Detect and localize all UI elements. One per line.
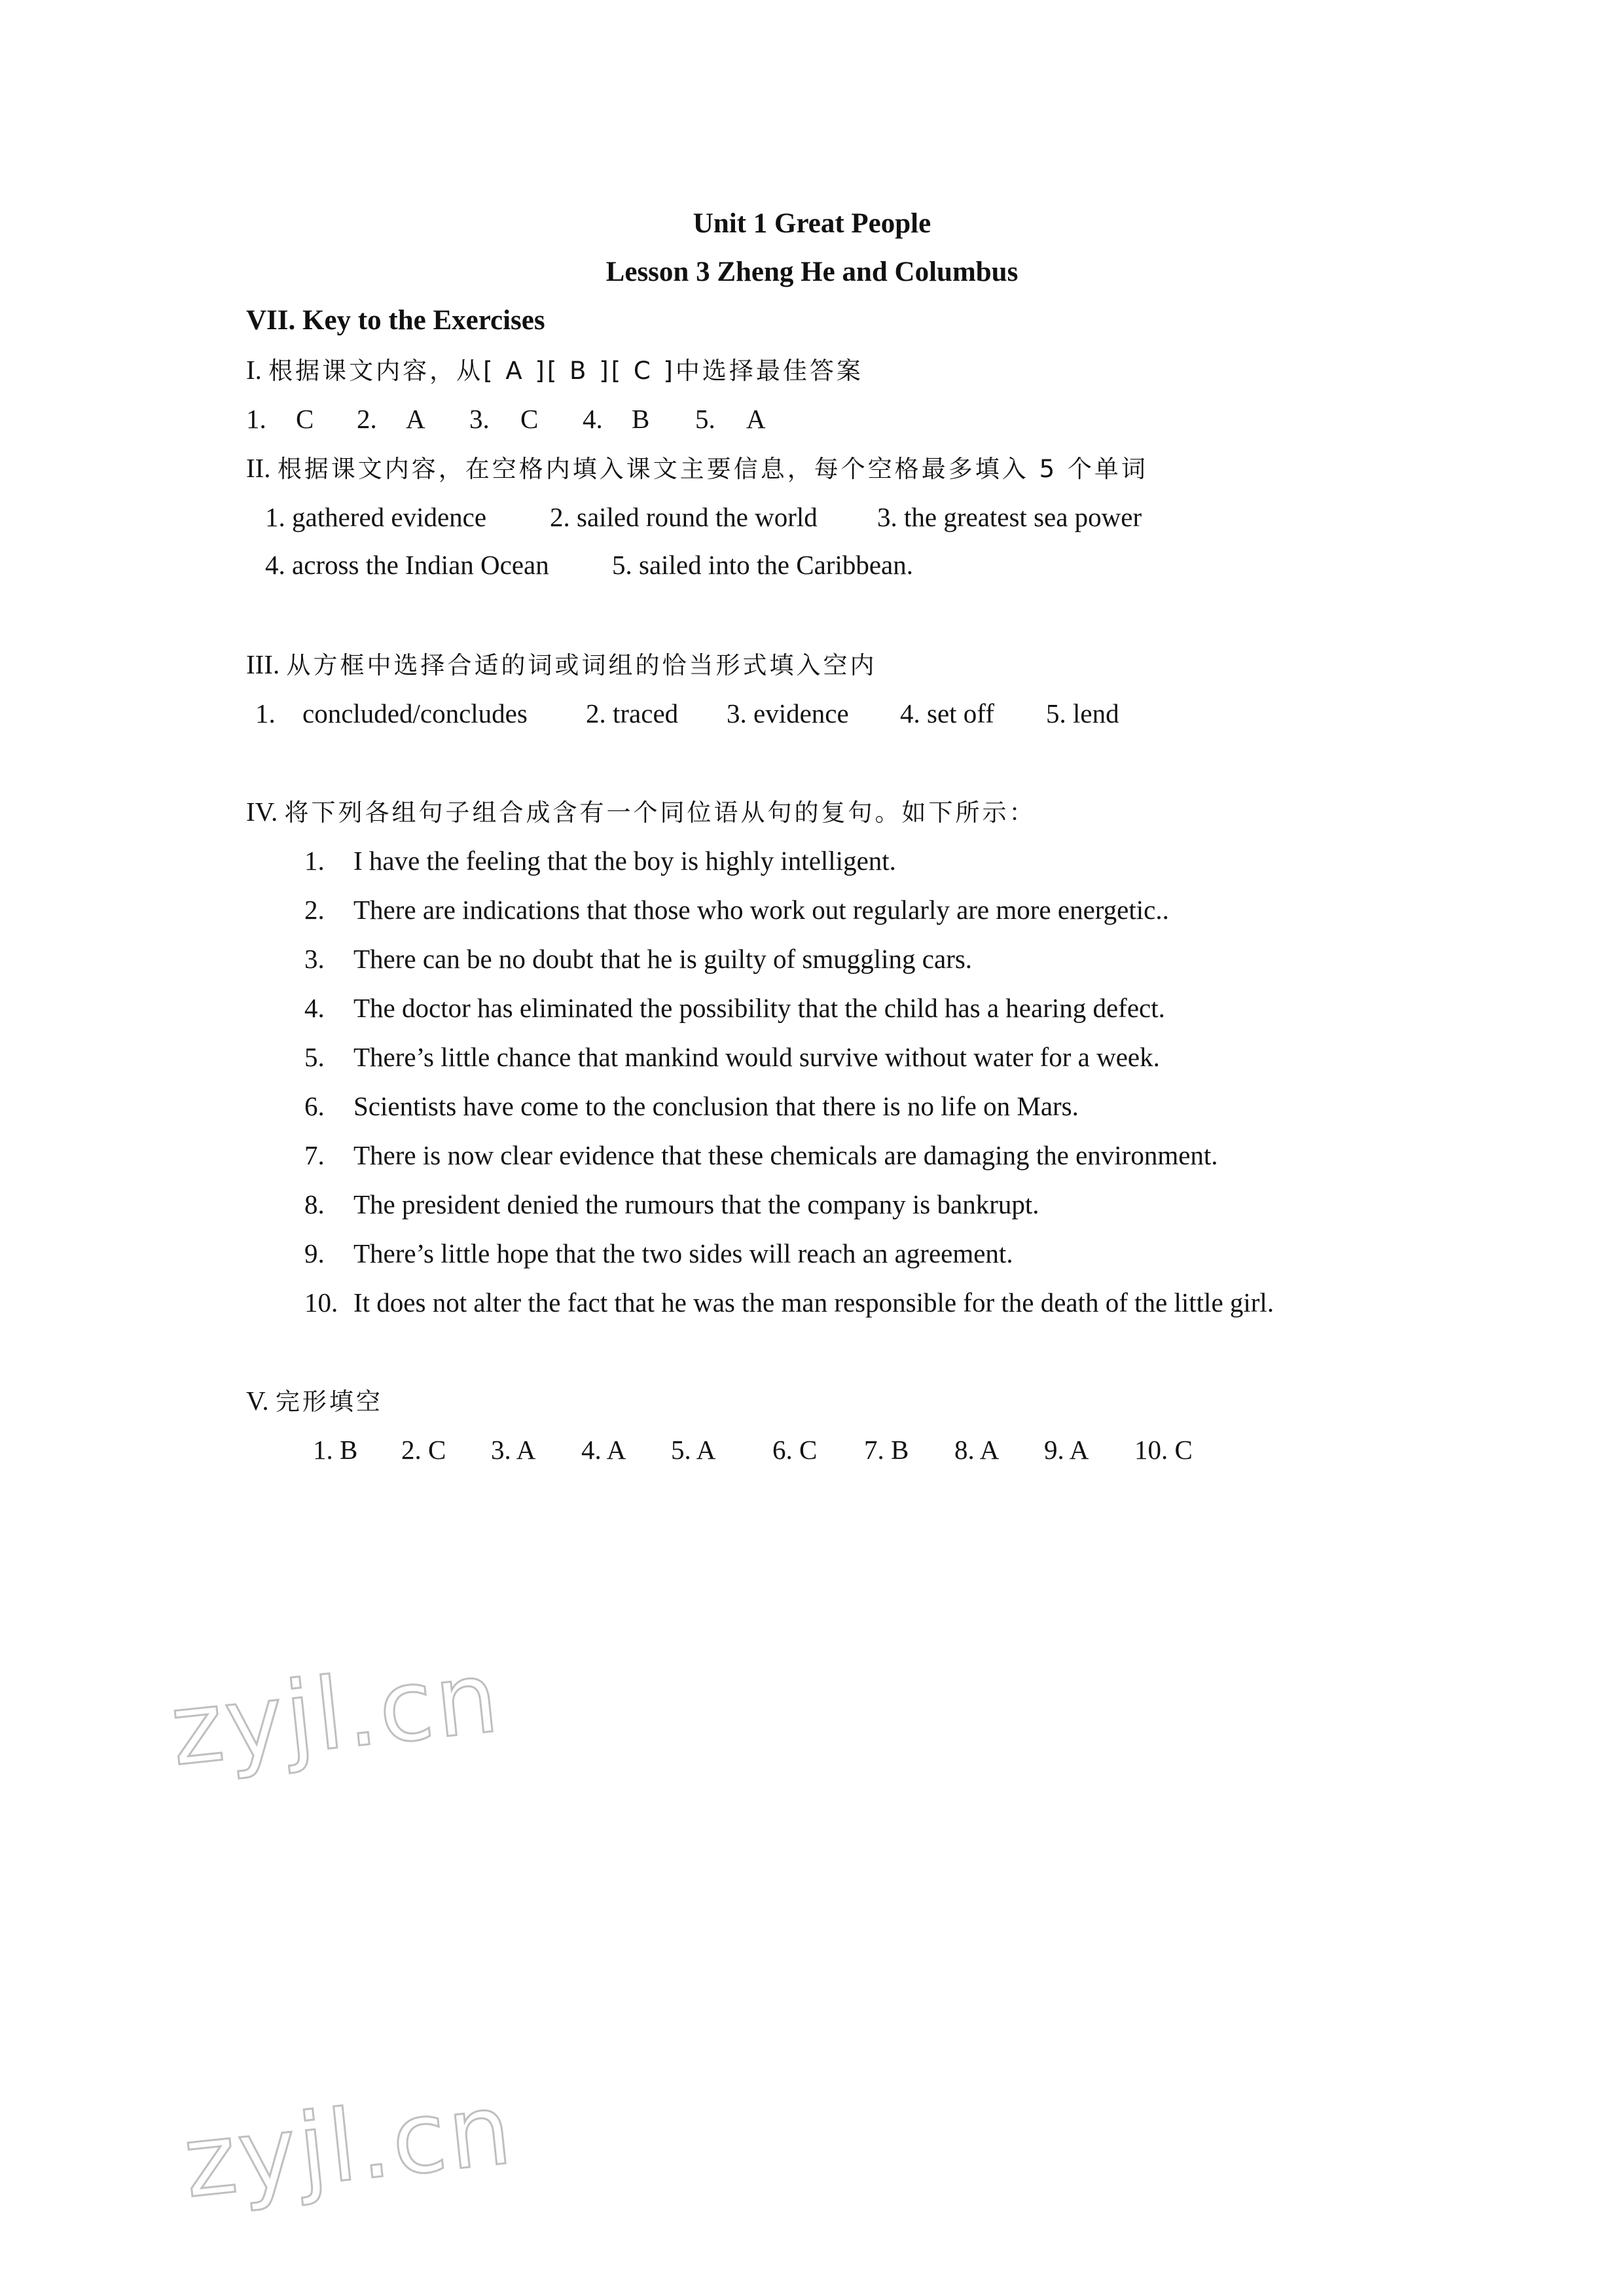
section-4-number: IV. bbox=[246, 797, 278, 827]
answer-item: 1. B bbox=[313, 1435, 358, 1465]
item-sentence: It does not alter the fact that he was the man responsible for the death of the little girl. bbox=[353, 1287, 1274, 1318]
answer-item: 9. A bbox=[1044, 1435, 1089, 1465]
section-1-heading bbox=[246, 357, 863, 384]
answer-item: 2. sailed round the world bbox=[550, 502, 818, 532]
answer-num: 1. bbox=[246, 404, 266, 434]
answer-value: C bbox=[296, 404, 314, 434]
section-4-instruction: 将下列各组句子组合成含有一个同位语从句的复句。如下所示： bbox=[284, 798, 1036, 827]
answer-item: 3. the greatest sea power bbox=[877, 502, 1142, 532]
item-sentence: There’s little chance that mankind would survive without water for a week. bbox=[353, 1042, 1160, 1072]
answer-item: 5. A bbox=[671, 1435, 716, 1465]
item-sentence: There can be no doubt that he is guilty of smuggling cars. bbox=[353, 944, 973, 974]
answer-value: C bbox=[520, 404, 539, 434]
section-5-number: V. bbox=[246, 1386, 269, 1416]
answer-item: 1. gathered evidence bbox=[265, 502, 487, 532]
section-2-heading bbox=[246, 455, 1148, 482]
item-sentence: I have the feeling that the boy is highly intelligent. bbox=[353, 846, 896, 876]
watermark-logo: zyjl.cn bbox=[179, 2072, 519, 2220]
answer-item: concluded/concludes bbox=[302, 698, 528, 728]
answer-item: 5. lend bbox=[1046, 698, 1119, 728]
item-number: 8. bbox=[304, 1189, 325, 1219]
item-sentence: The doctor has eliminated the possibility that the child has a hearing defect. bbox=[353, 993, 1165, 1023]
answer-num: 5. bbox=[695, 404, 715, 434]
item-sentence: The president denied the rumours that the company is bankrupt. bbox=[353, 1189, 1039, 1219]
item-number: 10. bbox=[304, 1287, 338, 1318]
item-sentence: There are indications that those who work out regularly are more energetic.. bbox=[353, 895, 1169, 925]
answer-num: 4. bbox=[583, 404, 603, 434]
section-4-heading bbox=[246, 798, 1036, 825]
answer-item: 4. across the Indian Ocean bbox=[265, 550, 549, 580]
answer-value: A bbox=[746, 404, 766, 434]
answer-item: 2. C bbox=[401, 1435, 446, 1465]
answer-item: 10. C bbox=[1134, 1435, 1193, 1465]
section-1-number: I. bbox=[246, 355, 262, 385]
section-2-number: II. bbox=[246, 453, 271, 483]
item-number: 5. bbox=[304, 1042, 325, 1072]
answer-item: 6. C bbox=[772, 1435, 818, 1465]
item-number: 9. bbox=[304, 1238, 325, 1268]
section-5-heading bbox=[246, 1388, 383, 1414]
answer-item: 4. set off bbox=[900, 698, 994, 728]
watermark-logo: zyjl.cn bbox=[166, 1640, 506, 1788]
answer-num: 1. bbox=[255, 698, 276, 728]
answer-num: 2. bbox=[357, 404, 377, 434]
answer-item: 3. evidence bbox=[727, 698, 849, 728]
unit-title: Unit 1 Great People bbox=[693, 208, 931, 239]
lesson-title: Lesson 3 Zheng He and Columbus bbox=[605, 257, 1019, 287]
section-2-instruction: 根据课文内容，在空格内填入课文主要信息，每个空格最多填入 5 个单词 bbox=[277, 455, 1148, 483]
answer-value: A bbox=[406, 404, 425, 434]
answer-value: B bbox=[632, 404, 650, 434]
section-3-number: III. bbox=[246, 649, 280, 679]
answer-item: 2. traced bbox=[586, 698, 679, 728]
key-heading: VII. Key to the Exercises bbox=[246, 305, 545, 336]
item-number: 6. bbox=[304, 1091, 325, 1121]
section-3-instruction: 从方框中选择合适的词或词组的恰当形式填入空内 bbox=[286, 651, 877, 679]
answer-item: 5. sailed into the Caribbean. bbox=[612, 550, 913, 580]
section-1-instruction: 根据课文内容，从[ A ][ B ][ C ]中选择最佳答案 bbox=[268, 357, 863, 385]
answer-item: 3. A bbox=[491, 1435, 536, 1465]
item-sentence: Scientists have come to the conclusion that there is no life on Mars. bbox=[353, 1091, 1079, 1121]
answer-num: 3. bbox=[469, 404, 490, 434]
item-number: 4. bbox=[304, 993, 325, 1023]
answer-item: 8. A bbox=[954, 1435, 1000, 1465]
section-5-instruction: 完形填空 bbox=[275, 1388, 383, 1416]
item-number: 2. bbox=[304, 895, 325, 925]
item-number: 1. bbox=[304, 846, 325, 876]
answer-item: 7. B bbox=[864, 1435, 909, 1465]
item-sentence: There’s little hope that the two sides will reach an agreement. bbox=[353, 1238, 1013, 1268]
item-number: 3. bbox=[304, 944, 325, 974]
answer-item: 4. A bbox=[581, 1435, 626, 1465]
item-number: 7. bbox=[304, 1140, 325, 1170]
section-3-heading bbox=[246, 651, 876, 678]
item-sentence: There is now clear evidence that these chemicals are damaging the environment. bbox=[353, 1140, 1218, 1170]
